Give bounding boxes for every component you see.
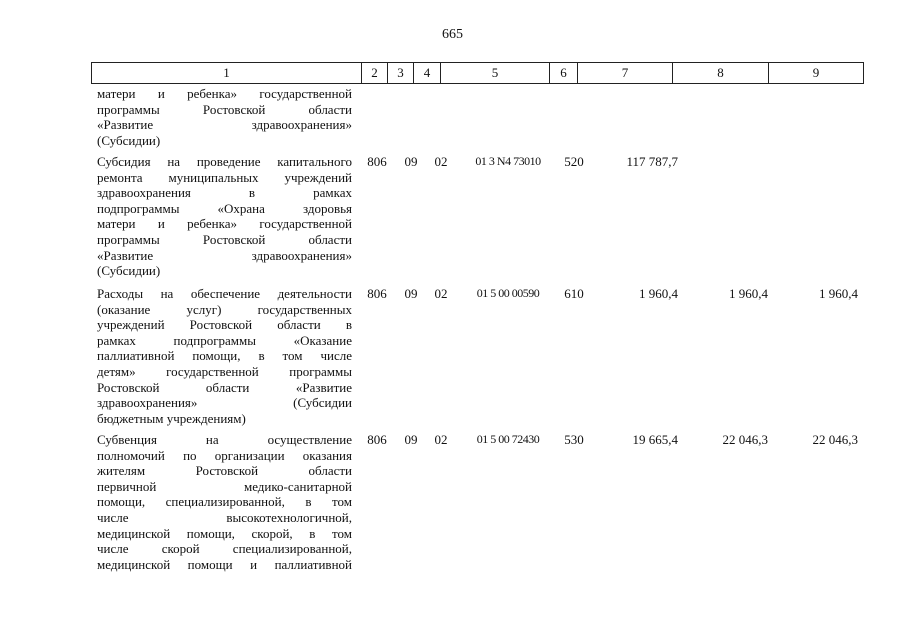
admin-code: 806 bbox=[367, 432, 387, 447]
description-line: «Развитие здравоохранения» bbox=[97, 117, 352, 133]
column-header: 9 bbox=[812, 65, 820, 80]
row-description bbox=[97, 286, 352, 426]
description-line: числе высокотехнологичной, bbox=[97, 509, 352, 525]
description-line: медицинской помощи, скорой, в том bbox=[97, 525, 352, 541]
description-line: (оказание услуг) государственных bbox=[97, 301, 352, 317]
amount-year-1: 19 665,4 bbox=[632, 432, 678, 447]
expense-type: 610 bbox=[564, 286, 584, 301]
description-line: (Субсидии) bbox=[97, 263, 161, 279]
column-header: 2 bbox=[362, 63, 388, 83]
amount-year-2: 22 046,3 bbox=[722, 432, 768, 447]
description-line: первичной медико-санитарной bbox=[97, 478, 352, 494]
column-header: 6 bbox=[550, 63, 578, 83]
section-code: 09 bbox=[404, 432, 418, 447]
description-line: детям» государственной программы bbox=[97, 363, 352, 379]
section-code: 09 bbox=[404, 154, 418, 169]
amount-year-1: 1 960,4 bbox=[639, 286, 678, 301]
description-line: Ростовской области «Развитие bbox=[97, 379, 352, 395]
description-line: бюджетным учреждениям) bbox=[97, 410, 246, 426]
column-header: 8 bbox=[673, 63, 769, 83]
description-line: матери и ребенка» государственной bbox=[97, 86, 352, 101]
description-line: Субсидия на проведение капитального bbox=[97, 154, 352, 169]
description-line: паллиативной помощи, в том числе bbox=[97, 348, 352, 364]
description-line: Субвенция на осуществление bbox=[97, 432, 352, 447]
admin-code: 806 bbox=[367, 286, 387, 301]
subsection-code: 02 bbox=[434, 432, 448, 447]
amount-year-1: 117 787,7 bbox=[626, 154, 678, 169]
column-header: 1 bbox=[92, 63, 362, 83]
description-line: программы Ростовской области bbox=[97, 101, 352, 117]
page-number: 665 bbox=[442, 27, 463, 42]
section-code: 09 bbox=[404, 286, 418, 301]
description-line: здравоохранения» (Субсидии bbox=[97, 395, 352, 411]
description-line: числе скорой специализированной, bbox=[97, 541, 352, 557]
description-line: «Развитие здравоохранения» bbox=[97, 247, 352, 263]
column-header: 3 bbox=[388, 63, 414, 83]
description-line: полномочий по организации оказания bbox=[97, 447, 352, 463]
amount-year-3: 1 960,4 bbox=[819, 286, 858, 301]
amount-year-3: 22 046,3 bbox=[812, 432, 858, 447]
column-header: 4 bbox=[414, 63, 441, 83]
subsection-code: 02 bbox=[434, 154, 448, 169]
row-description bbox=[97, 154, 352, 279]
description-line: здравоохранения в рамках bbox=[97, 185, 352, 201]
description-line: Расходы на обеспечение деятельности bbox=[97, 286, 352, 301]
description-line: медицинской помощи и паллиативной bbox=[97, 556, 352, 572]
target-article: 01 5 00 72430 bbox=[476, 432, 540, 446]
column-header: 5 bbox=[441, 63, 550, 83]
description-line: матери и ребенка» государственной bbox=[97, 216, 352, 232]
target-article: 01 5 00 00590 bbox=[476, 286, 540, 300]
description-line: подпрограммы «Охрана здоровья bbox=[97, 200, 352, 216]
subsection-code: 02 bbox=[434, 286, 448, 301]
target-article: 01 3 N4 73010 bbox=[475, 154, 541, 168]
description-line: помощи, специализированной, в том bbox=[97, 494, 352, 510]
description-line: программы Ростовской области bbox=[97, 231, 352, 247]
description-line: ремонта муниципальных учреждений bbox=[97, 169, 352, 185]
column-header: 7 bbox=[578, 63, 673, 83]
description-line: учреждений Ростовской области в bbox=[97, 317, 352, 333]
expense-type: 530 bbox=[564, 432, 584, 447]
amount-year-2: 1 960,4 bbox=[729, 286, 768, 301]
admin-code: 806 bbox=[367, 154, 387, 169]
expense-type: 520 bbox=[564, 154, 584, 169]
description-line: жителям Ростовской области bbox=[97, 463, 352, 479]
table-header bbox=[91, 62, 864, 84]
description-line: (Субсидии) bbox=[97, 132, 161, 148]
row-description bbox=[97, 432, 352, 572]
row-description bbox=[97, 86, 352, 148]
description-line: рамках подпрограммы «Оказание bbox=[97, 332, 352, 348]
